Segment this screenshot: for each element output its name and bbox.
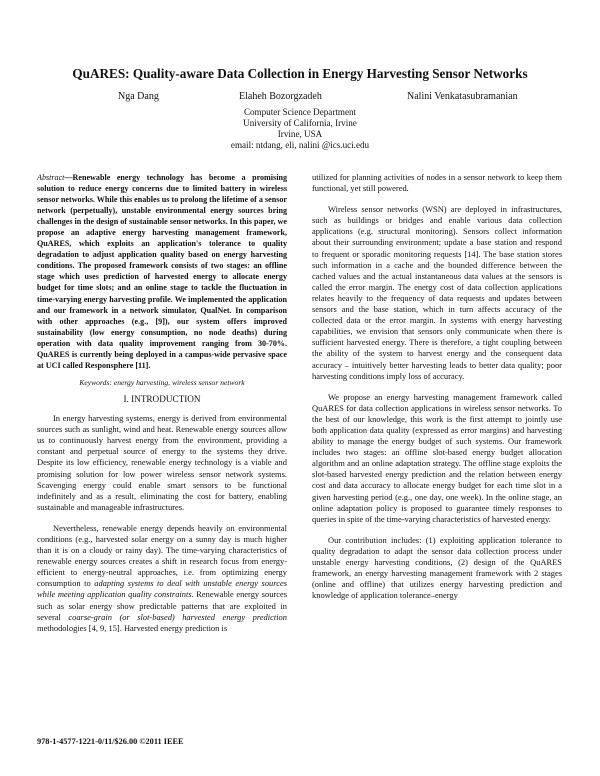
left-column — [37, 172, 287, 634]
intro-paragraph-2-emphasis-2: coarse-grain (or slot-based) harvested energy prediction — [68, 611, 287, 622]
author-3: Nalini Venkatasubramanian — [407, 91, 518, 102]
intro-paragraph-3: Wireless sensor networks (WSN) are deployed in infrastructures, such as buildings or bridges and enable various data collection applications (e.g. structural monitoring). Sensors collect information about their surrounding environment; update a base station and respond to frequent or sporadic monitoring requests [14]. The base station stores such information in a cache and the bounded difference between the cached values and the actual instantaneous data values at the sensors is called the error margin. The energy cost of data collection applications relates heavily to the frequency of data requests and updates between sensors and the base station, which in turn affects accuracy of the collected data or the error margin. In systems with energy harvesting capabilities, we envision that sensors only communicate when there is sufficient harvested energy. There is therefore, a tight coupling between the ability of the system to harvest energy and the consequent data accuracy – intuitively better harvesting leads to better data quality; poor harvesting conditions imply loss of accuracy. — [312, 204, 562, 381]
intro-paragraph-2 — [37, 523, 287, 634]
abstract-label: Abstract — [37, 173, 65, 182]
affiliation-university: University of California, Irvine — [243, 118, 357, 129]
author-1: Nga Dang — [118, 91, 159, 102]
intro-paragraph-1: In energy harvesting systems, energy is derived from environmental sources such as sunlight, wind and heat. Renewable energy sources allow us to continuously harvest energy from the environment, providing a constant and perpetual source of energy to the systems they drive. Despite its low efficiency, renewable energy technology is a viable and promising solution for low power wireless sensor network systems. Scavenging energy could enable smart sensors to be functional indefinitely and as a result, eliminating the cost for battery, enabling sustainable and manageable infrastructures. — [37, 413, 287, 512]
intro-paragraph-2-text-a: Nevertheless, renewable energy depends heavily on environmental conditions (e.g., harvested solar energy on a sunny day is much higher than it is on a cloudy or rainy day). The time-varying characteristics of renewable energy sources creates a shift in research focus from energy-efficient to energy-neutral approaches, i.e. from optimizing energy consumption to — [37, 522, 287, 589]
intro-paragraph-2-emphasis-1: adapting systems to deal with unstable energy sources while meeting application quality constraints — [37, 578, 288, 600]
intro-paragraph-5: Our contribution includes: (1) exploiting application tolerance to quality degradation to adapt the sensor data collection process under unstable energy harvesting conditions, (2) design of the QuARES framework, an energy harvesting management framework with 2 stages (online and offline) that utilizes energy harvesting prediction and knowledge of application tolerance–energy — [312, 534, 562, 601]
intro-paragraph-4: We propose an energy harvesting management framework called QuARES for data collection applications in wireless sensor networks. To the best of our knowledge, this work is the first attempt to jointly use both application data quality (expressed as error margins) and harvesting ability to manage the energy budget of such systems. Our framework includes two stages: an offline slot-based energy budget allocation algorithm and an online adaptation strategy. The offline stage exploits the slot-based harvested energy prediction and the relation between energy cost and data accuracy to allocate energy budget for each time slot in a given harvesting period (e.g., one day, one week). In the online stage, an online adaptation policy is proposed to guarantee timely responses to queries in spite of the time-varying characteristics of harvested energy. — [312, 391, 562, 524]
right-column — [312, 172, 562, 601]
affiliation-city: Irvine, USA — [277, 129, 323, 140]
abstract — [37, 172, 287, 371]
keywords: Keywords: energy harvesting, wireless sensor network — [79, 377, 245, 387]
affiliation-email: email: ntdang, eli, nalini @ics.uci.edu — [230, 140, 370, 151]
intro-paragraph-2-text-b: . Renewable energy sources such as solar energy show predictable patterns that are exploited in several — [37, 589, 287, 622]
affiliation-dept: Computer Science Department — [243, 107, 357, 117]
abstract-text: —Renewable energy technology has become a promising solution to reduce energy concerns due to limited battery in wireless sensor networks. While this enables us to prolong the lifetime of a sensor network (perpetually), unstable environmental energy sources bring challenges in the design of sustainable sensor networks. In this paper, we propose an adaptive energy harvesting management framework, QuARES, which exploits an application's tolerance to quality degradation to adjust application quality based on energy harvesting conditions. The proposed framework consists of two stages: an offline stage which uses prediction of harvested energy to allocate energy budget for time slots; and an online stage to tackle the fluctuation in time-varying energy harvesting profile. We implemented the application and our framework in a network simulator, QualNet. In comparison with other approaches (e.g., [9]), our system offers improved sustainability (low energy consumption, no node deaths) during operation with data quality improvement ranging from 30-70%. QuARES is currently being deployed in a campus-wide pervasive space at UCI called Responsphere [11]. — [37, 173, 287, 370]
section-heading-introduction: I. INTRODUCTION — [123, 393, 201, 404]
affiliation-block — [150, 107, 450, 151]
copyright-footer: 978-1-4577-1221-0/11/$26.00 ©2011 IEEE — [37, 737, 184, 746]
intro-paragraph-continued: utilized for planning activities of nodes in a sensor network to keep them functional, yet still powered. — [312, 172, 562, 194]
intro-paragraph-2-text-c: methodologies [4, 9, 15]. Harvested energy prediction is — [37, 622, 228, 633]
author-2: Elaheh Bozorgzadeh — [239, 91, 322, 102]
paper-title: QuARES: Quality-aware Data Collection in Energy Harvesting Sensor Networks — [72, 66, 528, 81]
